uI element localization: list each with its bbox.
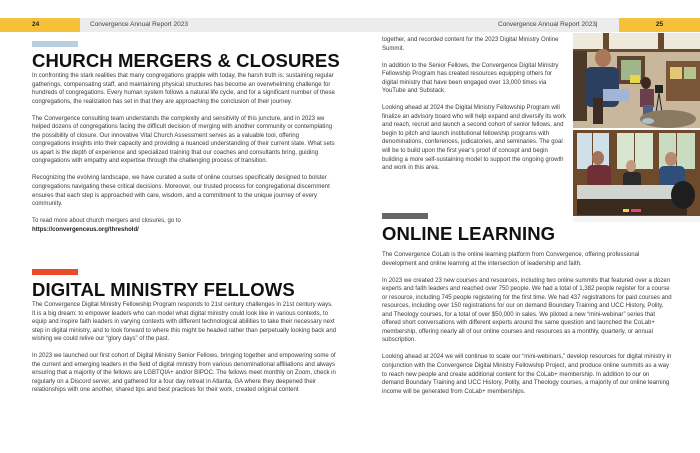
paragraph: The Convergence consulting team understands the complexity and sensitivity of this juncture, and in 2023 we helped dozens of congregations facing the difficult decision of merging with another community or contemplating the possibility of closure. Our innovative Vital Church Assessment serves as a valuable tool, offering congregations insights into their capacity and providing a nuanced understanding of their current state. What sets us apart is the depth of experience and specialized training that our coaches and consultants bring, guiding congregations with empathy and expertise through the challenging process of transition. xyxy=(32,115,335,165)
right-page-number: 25 xyxy=(619,18,700,32)
left-running-header: Convergence Annual Report 2023 xyxy=(90,21,188,28)
paragraph: In confronting the stark realities that many congregations grapple with today, the harsh truth is: sustaining regular gatherings, compensating staff, and maintaining physical structures has become an overwhelming challenge for hundreds of congregations. Every human system follows a natural life cycle, and for a significant number of these congregations, the realization has set in that they are approaching the conclusion of their journey. xyxy=(32,73,335,105)
paragraph: In addition to the Senior Fellows, the Convergence Digital Ministry Fellowship Program has created resources equipping others for digital ministry that have been engaged over 13,000 times via YouTube and Substack. xyxy=(382,62,559,95)
church-mergers-body xyxy=(32,72,337,234)
section-title-online-learning: ONLINE LEARNING xyxy=(382,223,556,244)
photo-illustration xyxy=(573,33,700,222)
paragraph: In 2023 we launched our first cohort of Digital Ministry Senior Fellows, bringing together and empowering some of the current and emerging leaders in the field of digital ministry from various denominational affiliations and always ensuring that a majority of the fellows are LGBTQIA+ and/or BIPOC. The fellows meet monthly on Zoom, check in regularly on a Discord server, and gathered for a four day retreat in Atlanta, GA where they deepened their relationships with one another, shared tips and best practices for their work, created original content xyxy=(32,353,336,394)
fellows-photo-collage xyxy=(573,33,700,222)
online-learning-body xyxy=(382,251,672,405)
paragraph: In 2023 we created 23 new courses and resources, including two online summits that featured over a dozen experts and faith leaders and reached over 750 people. We had a total of 1,382 people register for a course or resource, including 745 people registering for the first time. We had 437 registrations for paid courses and resources, including over 150 registrations for our on demand Boundary Training and UCC History, Polity, and Theology courses, for a total of over $50,000 in sales. We piloted a new “mini-webinar” series that offered short conversations with different experts around the same question and launched the CoLab+ membership, offering nearly all of our online courses and resources as a monthly, quarterly, or annual subscription. xyxy=(382,277,672,344)
threshold-link[interactable]: https://convergenceus.org/threshold/ xyxy=(32,226,139,233)
paragraph: Recognizing the evolving landscape, we have curated a suite of online courses specifically designed to bolster congregations navigating these critical decisions. Moreover, our trusted process for congregational discernment ensures that each step is approached with care, wisdom, and a commitment to the unique journey of every community. xyxy=(32,175,330,208)
digital-ministry-continued xyxy=(382,36,566,181)
section-accent-bar xyxy=(382,213,428,219)
section-accent-bar xyxy=(32,269,78,275)
section-title-church-mergers: CHURCH MERGERS & CLOSURES xyxy=(32,50,340,71)
paragraph: The Convergence CoLab is the online learning platform from Convergence, offering professional development and online learning at the intersection of leadership and faith. xyxy=(382,252,640,267)
left-page-number: 24 xyxy=(0,18,80,32)
section-title-digital-ministry-fellows: DIGITAL MINISTRY FELLOWS xyxy=(32,279,295,300)
paragraph: Looking ahead at 2024 the Digital Ministry Fellowship Program will finalize an advisory board who will help expand and diversify its work and reach, recruit and launch a second cohort of senior fellows, and begin to pitch and launch institutional fellowship programs with denominations, conferences, judicatories, and seminaries. The goal will be to build upon the first year’s proof of concept and begin building a more self-sustaining model to support the ongoing growth and work in this area. xyxy=(382,105,566,172)
paragraph: together, and recorded content for the 2023 Digital Ministry Online Summit. xyxy=(382,37,559,52)
right-running-header: Convergence Annual Report 2023| xyxy=(498,21,598,28)
link-intro: To read more about church mergers and closures, go to xyxy=(32,218,181,225)
section-accent-bar xyxy=(32,41,78,47)
digital-ministry-body xyxy=(32,301,337,403)
paragraph: The Convergence Digital Ministry Fellowship Program responds to 21st century challenges in 21st century ways. It is a big dream: to empower leaders who can model what digital ministry could look like in various contexts, to equip and inspire faith leaders in varying contexts with different technological abilities to take their necessary next step in digital ministry, and to look forward to where this might be headed rather than perpetually looking back and wishing we could relive our “glory days” of the past. xyxy=(32,302,337,343)
paragraph: Looking ahead at 2024 we will continue to scale our “mini-webinars,” develop resources for digital ministry in conjunction with the Convergence Digital Ministry Fellowship Project, and produce online summits as a way to reach new people and create additional content for the CoLab+ membership. In addition to our on demand Boundary Training and UCC History, Polity, and Theology courses, a majority of our online learning income will be generated from CoLab+ memberships. xyxy=(382,354,672,395)
